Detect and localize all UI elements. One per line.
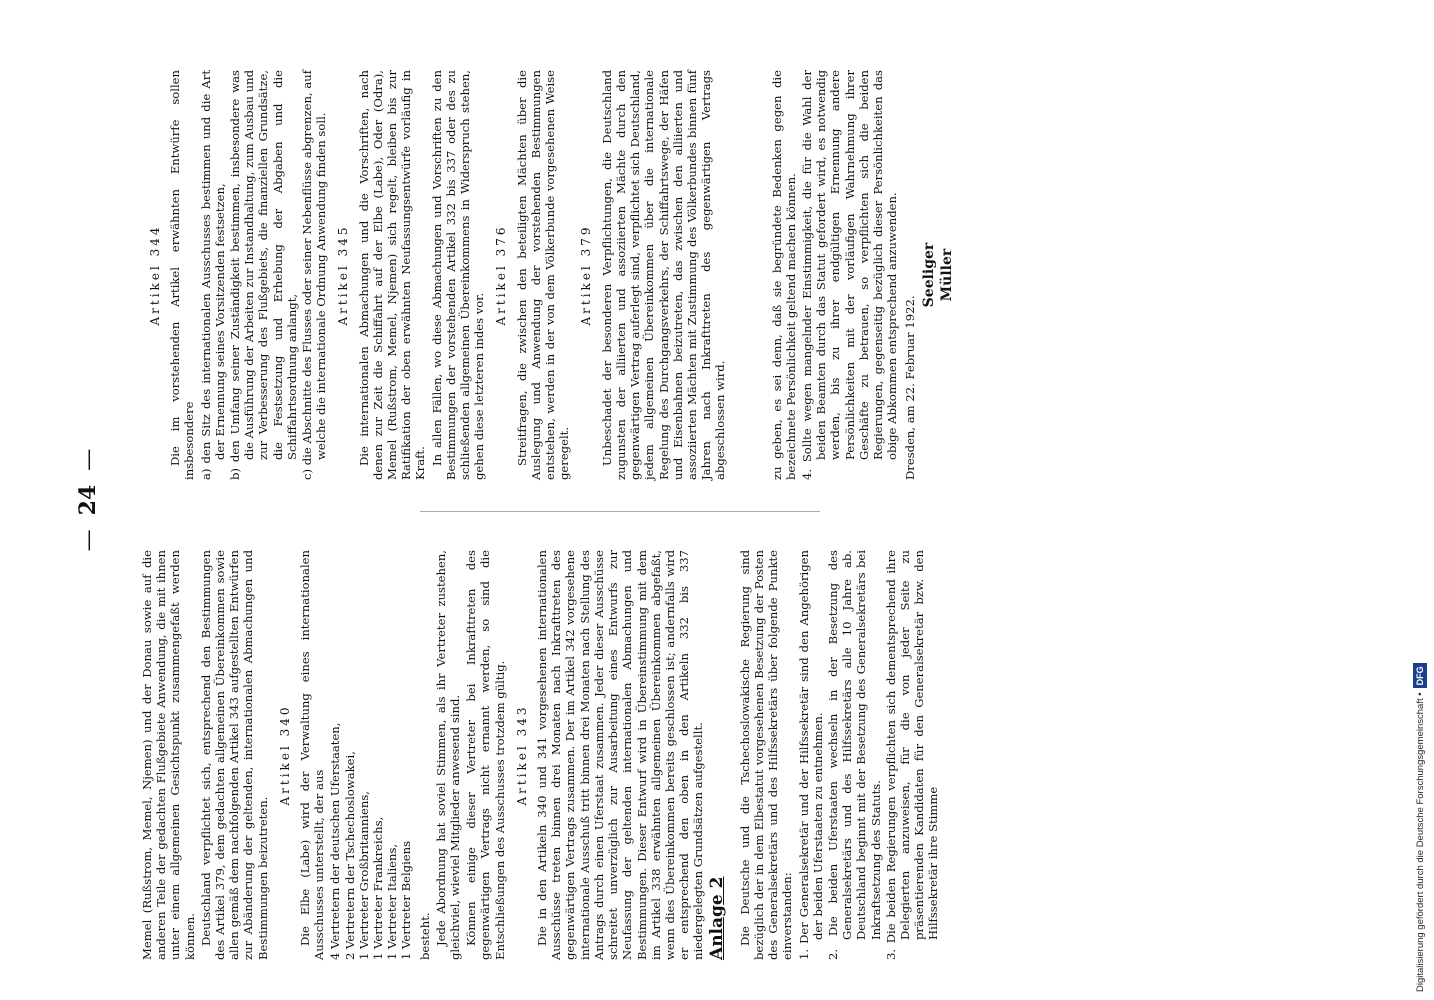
list-item: 4 Vertretern der deutschen Uferstaaten,: [328, 722, 343, 960]
paragraph: Die Deutsche und die Tschechoslowakische Regierung sind bezüglich der in dem Elbestatut vorgesehenen Besetzung der Posten des Generalsekretärs und des Hilfssekretärs über folgende Punkte einverstanden:: [737, 550, 795, 960]
signatory: Müller: [938, 248, 955, 302]
article-heading: Artikel 345: [336, 224, 351, 326]
list-item: 1. Der Generalsekretär und der Hilfssekretär sind den Angehörigen der beiden Uferstaaten zu entnehmen.: [796, 550, 825, 960]
column-divider: [420, 511, 820, 512]
paragraph: zu geben, es sei denn, daß sie begründete Bedenken gegen die bezeichnete Persönlichkeit geltend machen können.: [769, 70, 798, 480]
credit-text: Digitalisierung gefördert durch die Deutsche Forschungsgemeinschaft •: [1415, 692, 1426, 992]
list-item: 1 Vertreter Belgiens: [399, 840, 414, 960]
clause-list: [199, 70, 329, 480]
page-header: —24—: [75, 448, 101, 552]
rotated-page: [20, 10, 1400, 990]
paragraph: Jede Abordnung hat soviel Stimmen, als ihr Vertreter zustehen, gleichviel, wieviel Mitglieder anwesend sind.: [433, 550, 463, 960]
list-item: a) den Sitz des internationalen Ausschusses bestimmen und die Art der Ernennung seines Vorsitzenden festsetzen,: [198, 70, 227, 480]
list-item: 4. Sollte wegen mangelnder Einstimmigkeit, die für die Wahl der beiden Beamten durch das Statut gefordert wird, es notwendig werden, bis zu ihrer endgültigen Ernennung andere Persönlichkeiten mit der vorläufigen Wahrnehmung ihrer Geschäfte zu betrauen, so verpflichten sich die beiden Regierungen, gegenseitig bezüglich dieser Persönlichkeiten das obige Abkommen entsprechend anzuwenden.: [799, 70, 900, 480]
paragraph: Die in den Artikeln 340 und 341 vorgesehenen internationalen Ausschüsse treten binnen drei Monaten nach Inkrafttreten des gegenwärtigen Vertrags zusammen. Der im Artikel 342 vorgesehene internationale Ausschuß tritt binnen drei Monaten nach Stellung des Antrags durch einen Uferstaat zusammen. Jeder dieser Ausschüsse schreitet unverzüglich zur Ausarbeitung eines Entwurfs zur Neufassung der geltenden internationalen Abmachungen und Bestimmungen. Dieser Entwurf wird in Übereinstimmung mit dem im Artikel 338 erwähnten allgemeinen Übereinkommen abgefaßt, wenn dies Übereinkommen bereits geschlossen ist; andernfalls wird er entsprechend den oben in den Artikeln 332 bis 337 niedergelegten Grundsätzen aufgestellt.: [535, 550, 706, 960]
signatory: Seeliger: [920, 242, 937, 308]
paragraph: Unbeschadet der besonderen Verpflichtungen, die Deutschland zugunsten der alliierten und assoziierten Mächte durch den gegenwärtigen Vertrag auferlegt sind, verpflichtet sich Deutschland, jedem allgemeinen Übereinkommen über die internationale Regelung des Durchgangsverkehrs, der Schiffahrtswege, der Häfen und Eisenbahnen beizutreten, das zwischen den alliierten und assoziierten Mächten mit Zustimmung des Völkerbundes binnen fünf Jahren nach Inkrafttreten des gegenwärtigen Vertrags abgeschlossen wird.: [599, 70, 728, 480]
article-heading: Artikel 340: [277, 704, 292, 806]
list-item: 1 Vertreter Frankreichs,: [371, 816, 386, 960]
article-heading: Artikel 343: [514, 704, 529, 806]
annex-list: [797, 550, 941, 960]
article-heading: Artikel 344: [148, 224, 162, 326]
paragraph: Die im vorstehenden Artikel erwähnten Entwürfe sollen insbesondere: [168, 70, 197, 480]
list-item: c) die Abschnitte des Flusses oder seiner Nebenflüsse abgrenzen, auf welche die internationale Ordnung Anwendung finden soll.: [300, 70, 329, 480]
list-item: 1 Vertreter Italiens,: [385, 843, 400, 960]
paragraph: Die Elbe (Labe) wird der Verwaltung eines internationalen Ausschusses unterstellt, der aus: [298, 550, 327, 960]
paragraph: Streitfragen, die zwischen den beteiligten Mächten über die Auslegung und Anwendung der vorstehenden Bestimmungen entstehen, werden in der von dem Völkerbunde vorgesehenen Weise geregelt.: [514, 70, 572, 480]
paragraph: Können einige dieser Vertreter bei Inkrafttreten des gegenwärtigen Vertrags nicht ernannt werden, so sind die Entschließungen des Ausschusses trotzdem gültig.: [464, 550, 507, 960]
annex-list-continued: [800, 70, 899, 480]
list-item: b) den Umfang seiner Zuständigkeit bestimmen, insbesondere was die Ausführung der Arbeiten zur Instandhaltung, zum Ausbau und zur Verbesserung des Flußgebiets, die finanziellen Grundsätze, die Festsetzung und Erhebung der Abgaben und die Schiffahrtsordnung anlangt,: [228, 70, 299, 480]
list-item: 2. Die beiden Uferstaaten wechseln in der Besetzung des Generalsekretärs und des Hilfssekretärs alle 10 Jahre ab. Deutschland beginnt mit der Besetzung des Generalsekretärs bei Inkraftsetzung des Statuts.: [825, 550, 883, 960]
paragraph: Deutschland verpflichtet sich, entsprechend den Bestimmungen des Artikel 379, dem gedachten allgemeinen Übereinkommen sowie allen gemäß dem nachfolgenden Artikel 343 aufgestellten Entwürfen zur Abänderung der geltenden, internationalen Abmachungen und Bestimmungen beizutreten.: [198, 550, 270, 960]
page-number: 24: [75, 484, 101, 516]
paragraph: In allen Fällen, wo diese Abmachungen und Vorschriften zu den Bestimmungen der vorstehenden Artikel 332 bis 337 oder des zu schließenden allgemeinen Übereinkommens in Widerspruch stehen, gehen diese letzteren indes vor.: [429, 70, 487, 480]
paragraph: Memel (Rußstrom, Memel, Njemen) und der Donau sowie auf die anderen Teile der gedachten Flußgebiete Anwendung, die mit ihnen unter einem allgemeinen Gesichtspunkt zusammengefaßt werden können.: [140, 550, 197, 960]
dfg-logo: DFG: [1413, 663, 1427, 688]
column-left: [140, 550, 943, 960]
member-list: [328, 550, 413, 960]
list-item: 1 Vertreter Großbritanniens,: [356, 791, 371, 960]
article-heading: Artikel 376: [494, 224, 509, 326]
date-line: Dresden, am 22. Februar 1922.: [903, 295, 918, 480]
list-item: 3. Die beiden Regierungen verpflichten sich dementsprechend ihre Delegierten anzuweisen, für die von jeder Seite zu präsentierenden Kandidaten für den Generalsekretär bzw. den Hilfssekretär ihre Stimme: [883, 549, 941, 960]
paragraph: Die internationalen Abmachungen und die Vorschriften, nach denen zur Zeit die Schiffahrt auf der Elbe (Labe), Oder (Odra), Memel (Rußstrom, Memel, Njemen) sich regelt, bleiben bis zur Ratifikation der oben erwähnten Neufassungsentwürfe vorläufig in Kraft.: [356, 70, 428, 480]
list-item: 2 Vertretern der Tschechoslowakei,: [342, 751, 357, 960]
paragraph: besteht.: [417, 912, 432, 960]
annex-title: Anlage 2: [706, 876, 727, 960]
digitization-credit: [1412, 8, 1430, 992]
column-right: [140, 70, 956, 480]
article-heading: Artikel 379: [579, 224, 594, 326]
